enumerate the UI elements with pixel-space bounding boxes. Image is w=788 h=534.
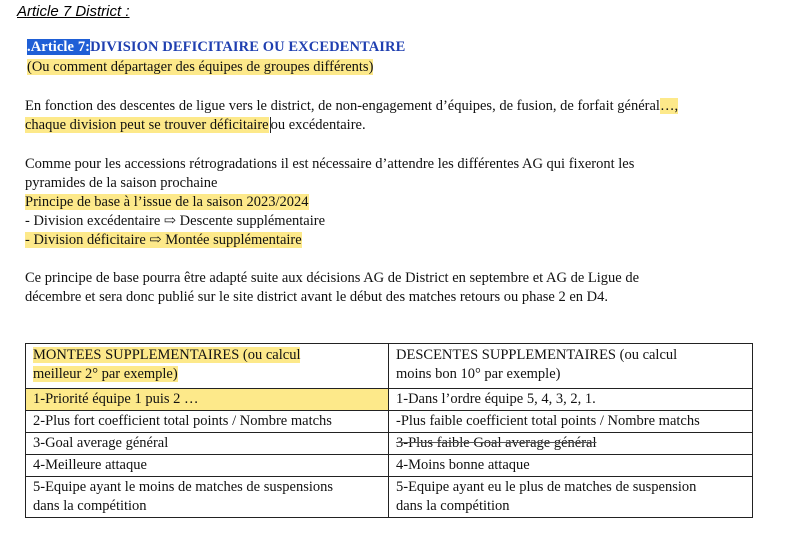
table-cell: -Plus faible coefficient total points / Nombre matchs bbox=[389, 411, 753, 433]
p1-line1-end: …, bbox=[659, 98, 679, 114]
subtitle-text: (Ou comment départager des équipes de groupes différents) bbox=[27, 59, 374, 75]
p2-line1: Comme pour les accessions rétrogradations il est nécessaire d’attendre les différentes AG qui fixeront les bbox=[25, 156, 635, 172]
table-cell bbox=[26, 477, 389, 518]
table-header-row bbox=[26, 344, 753, 389]
p1-line2-highlight: chaque division peut se trouver déficitaire bbox=[25, 117, 269, 133]
p2-line2: pyramides de la saison prochaine bbox=[25, 175, 218, 191]
table-row bbox=[26, 433, 753, 455]
struck-text: 3-Plus faible Goal average général bbox=[396, 435, 597, 451]
article-header: Article 7 District : bbox=[17, 3, 130, 20]
table-row bbox=[26, 477, 753, 518]
table-cell: 2-Plus fort coefficient total points / Nombre matchs bbox=[26, 411, 389, 433]
paragraph-principle bbox=[25, 155, 634, 250]
cell-line1: 5-Equipe ayant le moins de matches de suspensions bbox=[33, 479, 334, 495]
article-title bbox=[27, 39, 405, 56]
cell-line1: 5-Equipe ayant eu le plus de matches de suspension bbox=[396, 479, 697, 495]
p3-line2: décembre et sera donc publié sur le site district avant le début des matches retours ou phase 2 en D4. bbox=[25, 289, 609, 305]
header-descentes bbox=[389, 344, 753, 389]
header-descentes-line2: moins bon 10° par exemple) bbox=[396, 366, 561, 382]
cell-line2: dans la compétition bbox=[396, 498, 510, 514]
paragraph-adaptation bbox=[25, 269, 639, 307]
title-text: DIVISION DEFICITAIRE OU EXCEDENTAIRE bbox=[90, 39, 406, 55]
article-tag-selected: .Article 7: bbox=[27, 39, 91, 55]
cell-line2: dans la compétition bbox=[33, 498, 147, 514]
table-row bbox=[26, 455, 753, 477]
header-montees-line1: MONTEES SUPPLEMENTAIRES (ou calcul bbox=[33, 347, 301, 363]
table-cell bbox=[389, 433, 753, 455]
header-montees bbox=[26, 344, 389, 389]
table-cell: 1-Priorité équipe 1 puis 2 … bbox=[26, 389, 389, 411]
p2-line5: - Division déficitaire ⇨ Montée supplémentaire bbox=[25, 232, 302, 248]
article-subtitle bbox=[27, 59, 373, 76]
table-cell: 1-Dans l’ordre équipe 5, 4, 3, 2, 1. bbox=[389, 389, 753, 411]
p2-line4: - Division excédentaire ⇨ Descente supplémentaire bbox=[25, 213, 326, 229]
table-cell: 4-Moins bonne attaque bbox=[389, 455, 753, 477]
table-cell: 4-Meilleure attaque bbox=[26, 455, 389, 477]
p1-line2-rest: ou excédentaire. bbox=[270, 117, 366, 133]
paragraph-division-status bbox=[25, 97, 678, 135]
table-cell: 3-Goal average général bbox=[26, 433, 389, 455]
header-descentes-line1: DESCENTES SUPPLEMENTAIRES (ou calcul bbox=[396, 347, 678, 363]
p2-line3: Principe de base à l’issue de la saison 2023/2024 bbox=[25, 194, 309, 210]
p3-line1: Ce principe de base pourra être adapté suite aux décisions AG de District en septembre et AG de Ligue de bbox=[25, 270, 640, 286]
criteria-table bbox=[25, 343, 753, 518]
table-cell bbox=[389, 477, 753, 518]
table-row bbox=[26, 411, 753, 433]
header-montees-line2: meilleur 2° par exemple) bbox=[33, 366, 178, 382]
p1-line1: En fonction des descentes de ligue vers le district, de non-engagement d’équipes, de fusion, de forfait général bbox=[25, 98, 660, 114]
table-row bbox=[26, 389, 753, 411]
